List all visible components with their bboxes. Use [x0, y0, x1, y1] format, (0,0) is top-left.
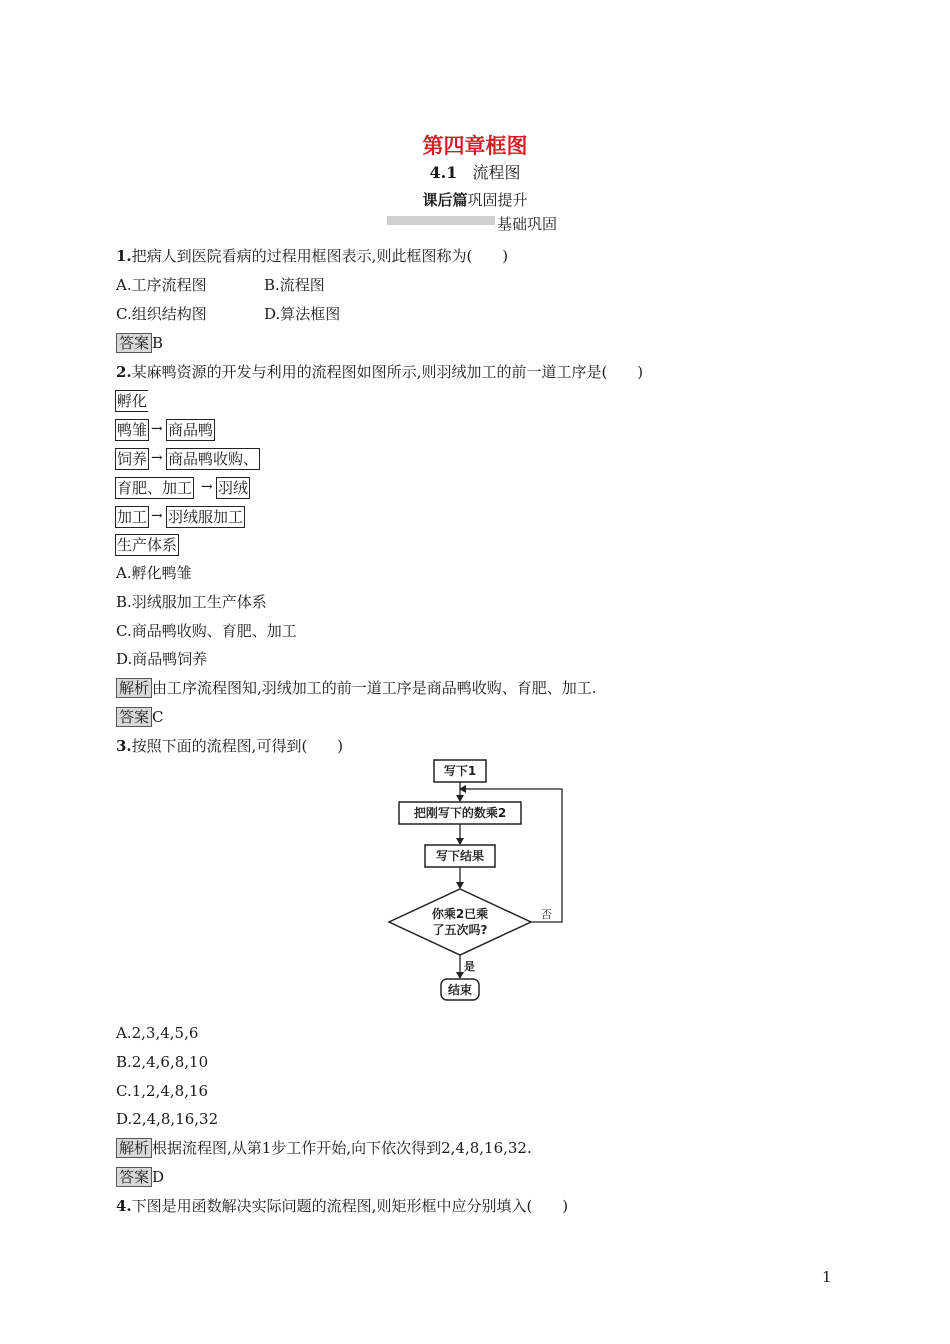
q2-analysis — [116, 678, 597, 698]
q3-stem — [116, 736, 343, 756]
q1-stem — [116, 246, 508, 266]
q3-answer-value: D — [152, 1168, 165, 1186]
q2-answer-value: C — [152, 708, 164, 726]
q4-number: 4. — [116, 1197, 132, 1215]
flow-decision-line2: 了五次吗? — [432, 923, 488, 937]
flow-multiply-label: 把刚写下的数乘2 — [413, 806, 507, 820]
q1-number: 1. — [116, 247, 132, 265]
flow-arrow-4: → — [151, 508, 163, 524]
q3-number: 3. — [116, 737, 132, 755]
flow-yes-label: 是 — [464, 960, 475, 973]
flow-end-label: 结束 — [447, 983, 473, 997]
flow-box-production-system: 生产体系 — [117, 536, 178, 554]
q2-analysis-tag: 解析 — [116, 678, 152, 698]
q3-answer — [116, 1167, 164, 1187]
q3-analysis — [116, 1138, 532, 1158]
q4-stem — [116, 1196, 568, 1216]
q3-option-a: A.2,3,4,5,6 — [116, 1024, 199, 1042]
q1-answer-value: B — [152, 334, 164, 352]
q3-option-b: B.2,4,6,8,10 — [116, 1053, 209, 1071]
flow-arrow-1: → — [151, 421, 163, 437]
flow-no-label: 否 — [541, 908, 552, 921]
q2-answer — [116, 707, 164, 727]
section-number: 4.1 — [429, 163, 458, 182]
q2-number: 2. — [116, 363, 132, 381]
q2-option-c: C.商品鸭收购、育肥、加工 — [116, 622, 297, 640]
flow-start-label: 写下1 — [443, 764, 477, 778]
q2-stem — [116, 362, 643, 382]
q3-analysis-text: 根据流程图,从第1步工作开始,向下依次得到2,4,8,16,32. — [152, 1139, 532, 1157]
q1-answer-tag: 答案 — [116, 333, 152, 353]
flow-box-feeding: 饲养 — [117, 450, 148, 468]
flow-box-purchase: 商品鸭收购、 — [168, 450, 259, 468]
section-heading — [0, 160, 950, 183]
q3-analysis-tag: 解析 — [116, 1138, 152, 1158]
q3-text: 按照下面的流程图,可得到( ) — [131, 737, 344, 755]
flow-box-down-clothing: 羽绒服加工 — [168, 508, 244, 526]
part-heading-rest: 巩固提升 — [467, 191, 528, 209]
q2-text: 某麻鸭资源的开发与利用的流程图如图所示,则羽绒加工的前一道工序是( ) — [131, 363, 644, 381]
flow-box-hatch: 孵化 — [117, 392, 148, 410]
q2-analysis-text: 由工序流程图知,羽绒加工的前一道工序是商品鸭收购、育肥、加工. — [152, 679, 597, 697]
q3-option-d: D.2,4,8,16,32 — [116, 1110, 219, 1128]
part-heading-bold: 课后篇 — [422, 191, 468, 209]
flow-arrow-2: → — [151, 450, 163, 466]
q2-option-d: D.商品鸭饲养 — [116, 650, 208, 668]
flow-box-duckling: 鸭雏 — [117, 421, 148, 439]
q3-flowchart — [380, 752, 580, 1007]
subpart-heading: 基础巩固 — [497, 215, 558, 233]
q1-option-b: B.流程图 — [264, 276, 325, 294]
flow-box-down: 羽绒 — [218, 479, 249, 497]
q2-option-a: A.孵化鸭雏 — [116, 564, 192, 582]
q1-answer — [116, 333, 163, 353]
flow-decision-line1: 你乘2已乘 — [431, 907, 489, 921]
subpart-bar — [387, 216, 495, 225]
flow-box-commercial-duck: 商品鸭 — [168, 421, 214, 439]
flow-write-label: 写下结果 — [435, 849, 485, 863]
flow-box-processing: 加工 — [117, 508, 148, 526]
flow-box-fatten-process: 育肥、加工 — [117, 479, 193, 497]
flow-arrow-3: → — [201, 479, 213, 495]
q3-option-c: C.1,2,4,8,16 — [116, 1082, 209, 1100]
q2-answer-tag: 答案 — [116, 707, 152, 727]
flow-decision-diamond — [389, 889, 531, 955]
q3-answer-tag: 答案 — [116, 1167, 152, 1187]
q1-option-a: A.工序流程图 — [116, 276, 207, 294]
section-title: 流程图 — [472, 163, 521, 182]
q2-option-b: B.羽绒服加工生产体系 — [116, 593, 267, 611]
page-number: 1 — [822, 1268, 832, 1286]
q1-option-c: C.组织结构图 — [116, 305, 207, 323]
chapter-title: 第四章框图 — [422, 133, 528, 158]
q1-option-d: D.算法框图 — [264, 305, 341, 323]
q1-text: 把病人到医院看病的过程用框图表示,则此框图称为( ) — [131, 247, 509, 265]
q4-text: 下图是用函数解决实际问题的流程图,则矩形框中应分别填入( ) — [131, 1197, 569, 1215]
part-heading — [0, 189, 950, 210]
